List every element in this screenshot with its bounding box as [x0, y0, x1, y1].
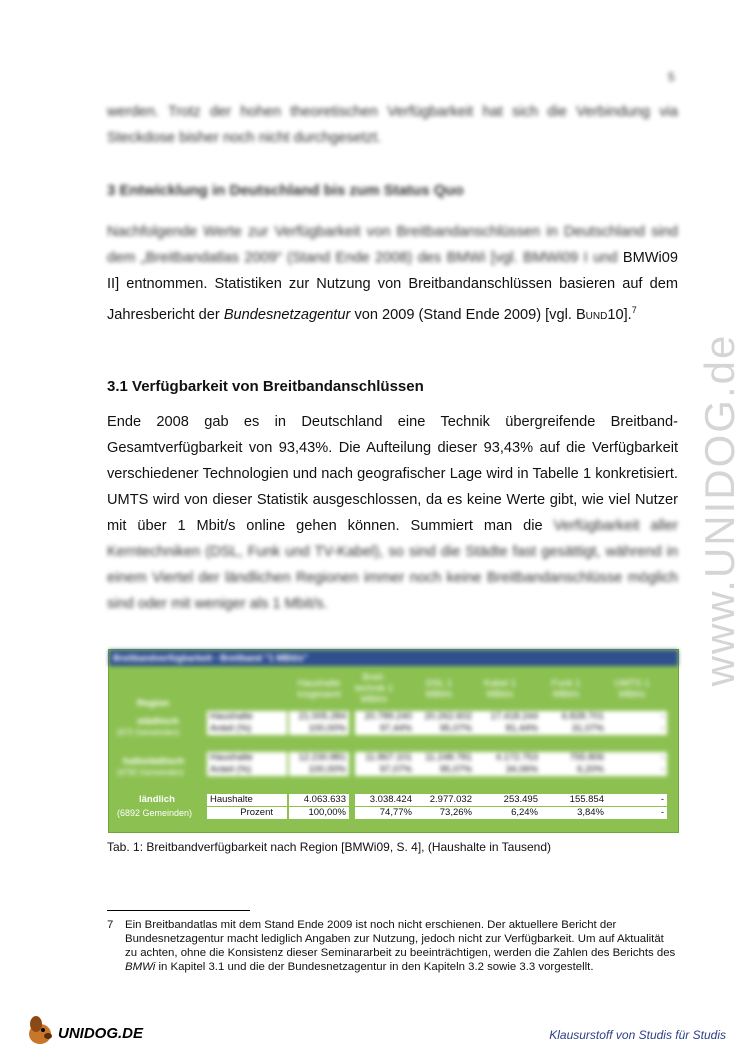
table-caption: Tab. 1: Breitbandverfügbarkeit nach Region [BMWi09, S. 4], (Haushalte in Tausend): [107, 840, 552, 854]
footnote-number: 7: [107, 919, 114, 931]
table-header-households: Haushalte insgesamt: [297, 678, 341, 700]
section-3-blurred-text: Nachfolgende Werte zur Verfügbarkeit von Breitbandanschlüssen in Deutschland sind dem „Breitbandatlas 2009“ (Stand Ende 2008) des BMWi [vgl. BMWi09 I und: [107, 224, 678, 266]
blurred-intro-paragraph: werden. Trotz der hohen theoretischen Verfügbarkeit hat sich die Verbindung via Steckdose bisher noch nicht durchgesetzt.: [107, 104, 678, 146]
table-header-region: Region: [137, 698, 170, 709]
footnote-divider: [107, 910, 250, 911]
table-header-breit: Breit-technik 1 MBit/s: [354, 672, 394, 705]
table-header-umts: UMTS 1 MBit/s: [614, 678, 650, 700]
footnote-text: Ein Breitbandatlas mit dem Stand Ende 2009 ist noch nicht erschienen. Der aktuellere Bericht der Bundesnetzagentur macht lediglich Angaben zur Nutzung, jedoch nicht zur Verfügbarkeit. Um auf Aktualität zu achten, ohne die Konsistenz dieser Seminararbeit zu beeinträchtigen, werden die Zahlen des Berichts des BMWi in Kapitel 3.1 und die der Bundesnetzagentur in den Kapiteln 3.2 sowie 3.3 vorgestellt.: [125, 919, 676, 973]
table-header-kabel: Kabel 1 MBit/s: [483, 678, 517, 700]
logo-text: UNIDOG.DE: [58, 1025, 144, 1042]
page-number: 5: [668, 70, 675, 84]
watermark: www.UNIDOG.de: [696, 333, 743, 687]
section-3-paragraph: Nachfolgende Werte zur Verfügbarkeit von Breitbandanschlüssen in Deutschland sind dem „Breitbandatlas 2009“ (Stand Ende 2008) des BMWi [vgl. BMWi09 I und BMWi09 II] entnommen. Statistiken zur Nutzung von Breitbandanschlüssen basieren auf dem Jahresbericht der Bundesnetzagentur von 2009 (Stand Ende 2009) [vgl. Bund10].$^7$: [107, 224, 678, 323]
footnote-ref-7: 7: [631, 305, 637, 315]
section-3-1-heading: 3.1 Verfügbarkeit von Breitbandanschlüssen: [107, 378, 424, 395]
availability-table: Breitbandverfügbarkeit - Breitband "1 MBit/s" Region Haushalte insgesamt Breit-technik 1 MBit/s DSL 1 MBit/s Kabel 1 MBit/s Funk 1 MBit/s UMTS 1 MBit/s städtisch (672 Gemeinden) Haushalte Anteil (%) 21.005.284 100,00% 20.789.240 97,44% 20.262.602 95,07% 17.418.244 81,44% 6.828.701 31,07% - - halbstädtisch (4792 Gemeinden) Haushalte Anteil (%) 12.230.881 100,00% 11.867.101 97,07% 11.248.781 95,07% 4.172.753 34,06% 755.806 6,20% - - ländlich (6892 Gemeinden) Haushalte Prozent 4.063.633 100,00% 3.038.424 74,77% 2.977.032 73,26% 253.495 6,24% 155.854 3,84% - -: [108, 649, 679, 833]
section-3-1-paragraph: Ende 2008 gab es in Deutschland eine Technik übergreifende Breitband-Gesamtverfügbarkeit von 93,43%. Die Aufteilung dieser 93,43% auf die Verfügbarkeit verschiedener Technologien und nach geografischer Lage wird in Tabelle 1 konkretisiert. UMTS wird von dieser Statistik ausgeschlossen, da es keine Werte gibt, wie viel Nutzer mit über 1 Mbit/s online gehen können. Summiert man die Verfügbarkeit aller Kerntechniken (DSL, Funk und TV-Kabel), so sind die Städte fast gesättigt, während in einem Viertel der ländlichen Regionen immer noch keine Breitbandanschlüsse möglich sind oder mit weniger als 1 Mbit/s.: [107, 414, 678, 612]
section-3-1-blurred-text: Verfügbarkeit aller Kerntechniken (DSL, Funk und TV-Kabel), so sind die Städte fast gesättigt, während in einem Viertel der ländlichen Regionen immer noch keine Breitbandanschlüsse möglich sind oder mit weniger als 1 Mbit/s.: [107, 518, 678, 612]
unidog-logo: [24, 1012, 159, 1048]
footer-slogan: Klausurstoff von Studis für Studis: [549, 1028, 726, 1042]
section-3-heading: 3 Entwicklung in Deutschland bis zum Status Quo: [107, 182, 464, 199]
dog-icon: [24, 1012, 159, 1048]
table-header-funk: Funk 1 MBit/s: [551, 678, 581, 700]
table-header-dsl: DSL 1 MBit/s: [425, 678, 453, 700]
table-title: Breitbandverfügbarkeit - Breitband "1 MBit/s": [109, 650, 678, 666]
